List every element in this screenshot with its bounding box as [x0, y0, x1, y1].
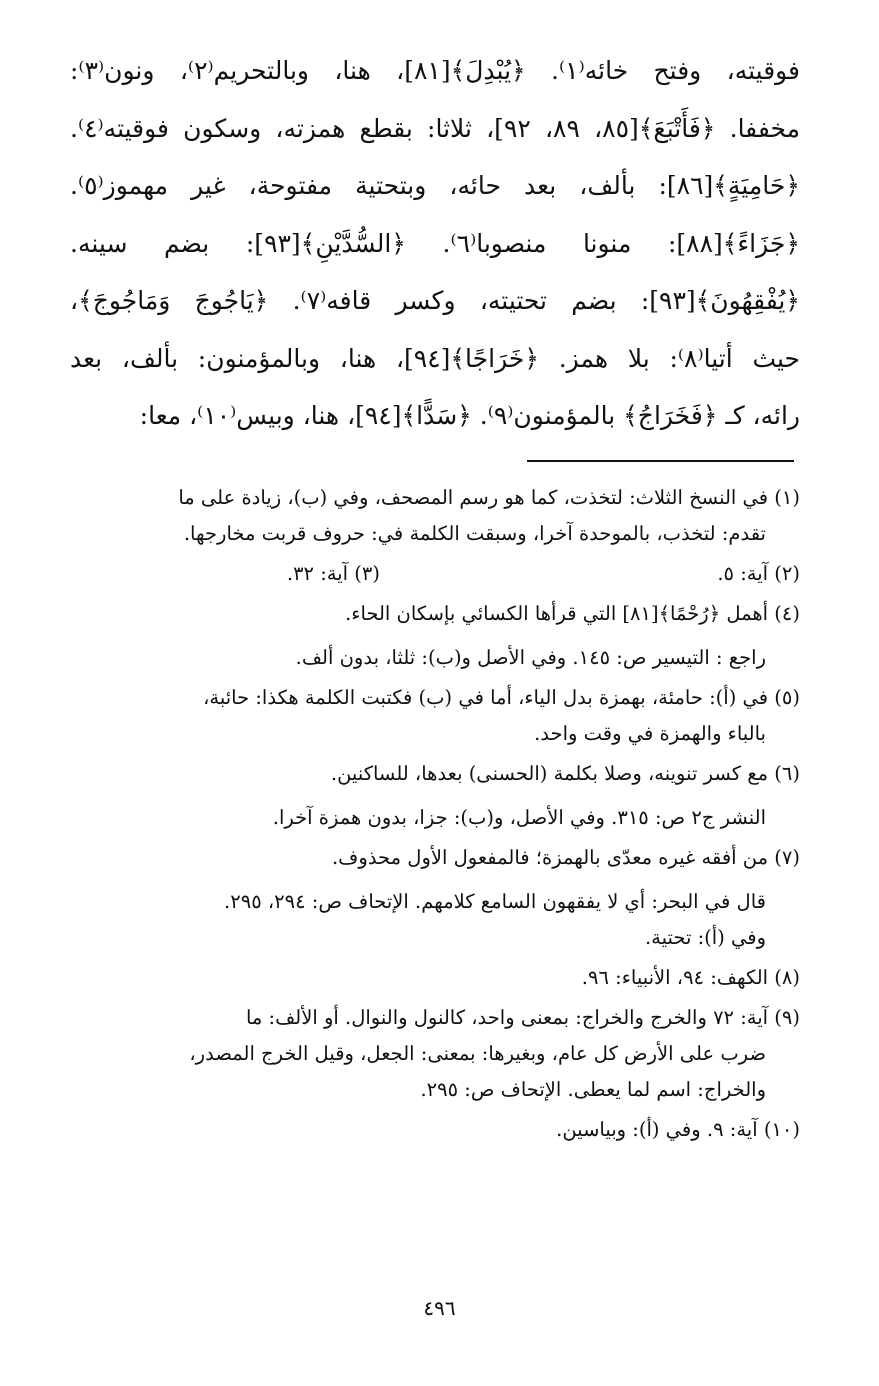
footnote-5-line-1: (٥) في (أ): حامئة، بهمزة بدل الياء، أما في (ب) فكتبت الكلمة هكذا: حائبة،: [203, 686, 800, 709]
footnote-6-line-1: (٦) مع كسر تنوينه، وصلا بكلمة (الحسنى) بعدها، للساكنين.: [330, 762, 800, 785]
footnote-6: [70, 756, 800, 836]
footnote-4-reference: راجع : التيسير ص: ١٤٥. وفي الأصل و(ب): ثلثا، بدون ألف.: [295, 646, 766, 669]
main-line-3: ﴿حَامِيَةٍ﴾[٨٦]: بألف، بعد حائه، وبتحتية مفتوحة، غير مهموز⁽٥⁾.: [70, 171, 800, 200]
footnote-10-text: (١٠) آية: ٩. وفي (أ): وبياسين.: [556, 1118, 800, 1141]
footnote-9-line-3: والخراج: اسم لما يعطى. الإتحاف ص: ٢٩٥.: [420, 1078, 766, 1101]
footnote-1-line-2: تقدم: لتخذب، بالموحدة آخرا، وسبقت الكلمة في: حروف قربت مخارجها.: [183, 522, 766, 545]
main-line-5: ﴿يُفْقِهُونَ﴾[٩٣]: بضم تحتيته، وكسر قافه⁽٧⁾. ﴿يَاجُوجَ وَمَاجُوجَ﴾،: [70, 286, 800, 315]
footnote-6-reference: النشر ج٢ ص: ٣١٥. وفي الأصل، و(ب): جزا، بدون همزة آخرا.: [272, 806, 766, 829]
footnotes: [70, 480, 800, 1152]
footnote-7-variant: وفي (أ): تحتية.: [644, 926, 766, 949]
footnote-1-line-1: (١) في النسخ الثلاث: لتخذت، كما هو رسم المصحف، وفي (ب)، زيادة على ما: [178, 486, 800, 509]
page-number: ٤٩٦: [423, 1296, 456, 1320]
footnote-7-line-1: (٧) من أفقه غيره معدّى بالهمزة؛ فالمفعول الأول محذوف.: [331, 846, 800, 869]
footnote-5-line-2: بالباء والهمزة في وقت واحد.: [534, 722, 766, 745]
footnote-4-line-1: (٤) أهمل ﴿رُحْمًا﴾[٨١] التي قرأها الكسائي بإسكان الحاء.: [345, 602, 800, 625]
footnote-9-line-1: (٩) آية: ٧٢ والخرج والخراج: بمعنى واحد، كالنول والنوال. أو الألف: ما: [245, 1006, 800, 1029]
footnote-4: [70, 596, 800, 676]
footnote-9-line-2: ضرب على الأرض كل عام، وبغيرها: بمعنى: الجعل، وقيل الخرج المصدر،: [189, 1042, 766, 1065]
main-line-2: مخففا. ﴿فَأَتْبَعَ﴾[٨٥، ٨٩، ٩٢]، ثلاثا: بقطع همزته، وسكون فوقيته⁽٤⁾.: [70, 113, 800, 143]
main-line-1: فوقيته، وفتح خائه⁽١⁾. ﴿يُبْدِلَ﴾[٨١]، هنا، وبالتحريم⁽٢⁾، ونون⁽٣⁾:: [70, 56, 800, 85]
footnote-10: [70, 1112, 800, 1148]
footnote-separator: [527, 460, 794, 462]
main-line-6: حيث أتيا⁽٨⁾: بلا همز. ﴿خَرَاجًا﴾[٩٤]، هنا، وبالمؤمنون: بألف، بعد: [70, 343, 800, 373]
footnote-5: [70, 680, 800, 752]
main-line-4: ﴿جَزَاءً﴾[٨٨]: منونا منصوبا⁽٦⁾. ﴿السُّدَّيْنِ﴾[٩٣]: بضم سينه.: [70, 228, 800, 258]
footnote-8: [70, 960, 800, 996]
footnote-7-reference: قال في البحر: أي لا يفقهون السامع كلامهم. الإتحاف ص: ٢٩٤، ٢٩٥.: [224, 890, 766, 913]
footnote-2-3: [70, 556, 800, 592]
main-text: [70, 42, 800, 445]
footnote-8-text: (٨) الكهف: ٩٤، الأنبياء: ٩٦.: [581, 966, 800, 989]
footnote-3: (٣) آية: ٣٢.: [286, 562, 380, 585]
footnote-2: (٢) آية: ٥.: [717, 562, 800, 585]
main-line-7: رائه، كـ ﴿فَخَرَاجُ﴾ بالمؤمنون⁽٩⁾. ﴿سَدًّا﴾[٩٤]، هنا، وبيس⁽١٠⁾، معا:: [139, 401, 800, 430]
footnote-1: [70, 480, 800, 552]
footnote-7: [70, 840, 800, 956]
footnote-9: [70, 1000, 800, 1108]
